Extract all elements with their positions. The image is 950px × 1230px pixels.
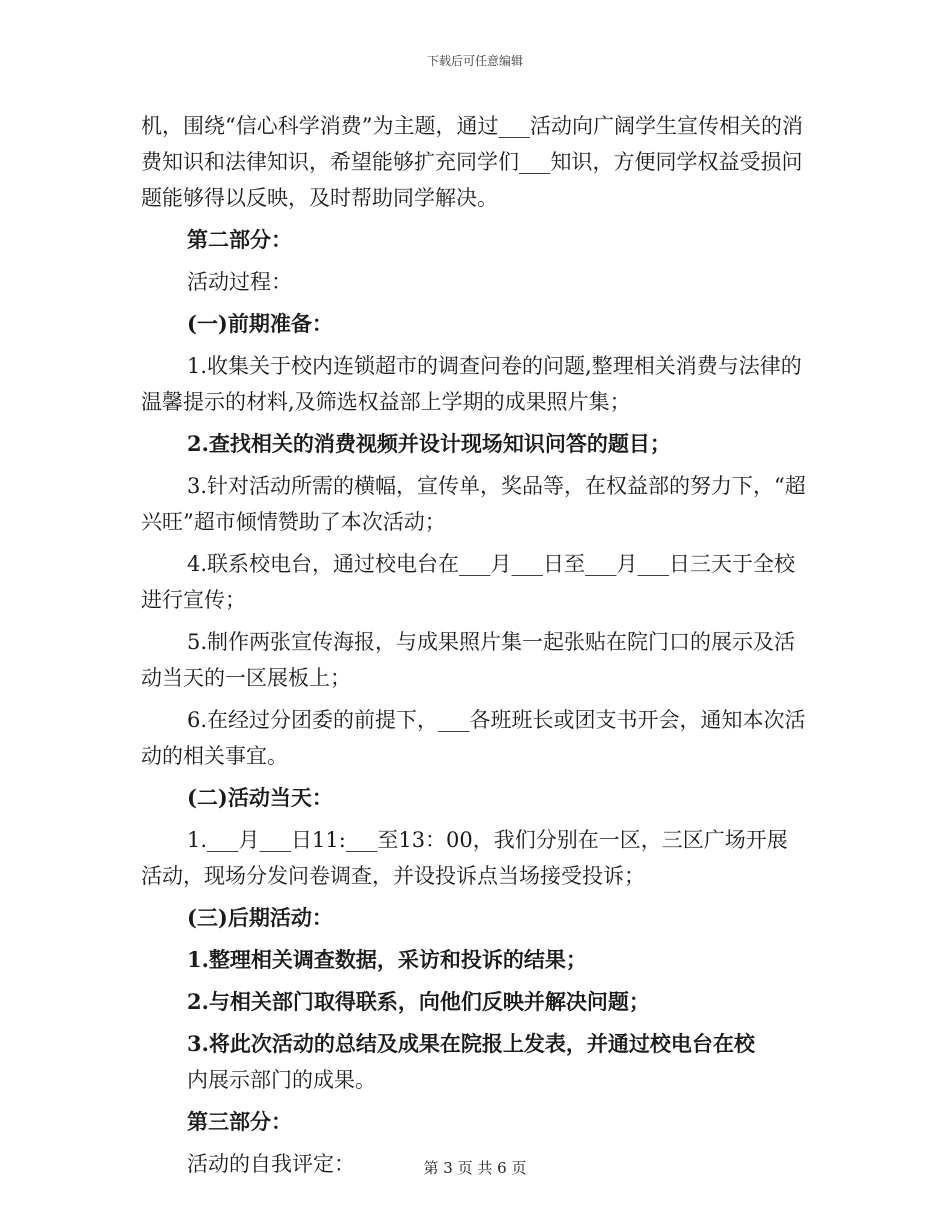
list-item-prep-3: 3.针对活动所需的横幅，宣传单，奖品等，在权益部的努力下，“超兴旺”超市倾情赞助了本次活动；: [141, 474, 806, 534]
subheading-preparation: (一)前期准备：: [187, 311, 333, 336]
paragraph-activity-process: 活动过程：: [187, 270, 292, 294]
document-body: [141, 108, 807, 1188]
page-header: 下载后可任意编辑: [426, 54, 523, 68]
paragraph-self-evaluation: 活动的自我评定：: [187, 1152, 355, 1176]
paragraph-intro: 机，围绕“信心科学消费”为主题，通过___活动向广阔学生宣传相关的消费知识和法律知识，希望能够扩充同学们___知识，方便同学权益受损问题能够得以反映，及时帮助同学解决。: [141, 114, 803, 210]
list-item-event-1: 1.___月___日11:___至13：00，我们分别在一区，三区广场开展活动，现场分发问卷调查，并设投诉点当场接受投诉；: [141, 828, 788, 888]
list-item-prep-6: 6.在经过分团委的前提下，___各班班长或团支书开会，通知本次活动的相关事宜。: [141, 708, 806, 768]
list-item-follow-1: 1.整理相关调查数据，采访和投诉的结果；: [187, 947, 587, 972]
list-item-follow-3-continued: 内展示部门的成果。: [187, 1068, 376, 1092]
subheading-follow-up: (三)后期活动：: [187, 905, 333, 930]
section-heading-part-two: 第二部分：: [187, 227, 292, 252]
section-heading-part-three: 第三部分：: [187, 1109, 292, 1134]
subheading-event-day: (二)活动当天：: [187, 785, 333, 810]
list-item-prep-5: 5.制作两张宣传海报，与成果照片集一起张贴在院门口的展示及活动当天的一区展板上；: [141, 630, 796, 690]
list-item-follow-3: 3.将此次活动的总结及成果在院报上发表，并通过校电台在校: [187, 1031, 755, 1056]
list-item-follow-2: 2.与相关部门取得联系，向他们反映并解决问题；: [187, 989, 650, 1014]
list-item-prep-1: 1.收集关于校内连锁超市的调查问卷的问题,整理相关消费与法律的温馨提示的材料,及筛选权益部上学期的成果照片集；: [141, 354, 802, 414]
list-item-prep-2: 2.查找相关的消费视频并设计现场知识问答的题目；: [187, 431, 671, 456]
list-item-prep-4: 4.联系校电台，通过校电台在___月___日至___月___日三天于全校进行宣传；: [141, 552, 796, 612]
page-footer: 第 3 页 共 6 页: [423, 1159, 527, 1177]
